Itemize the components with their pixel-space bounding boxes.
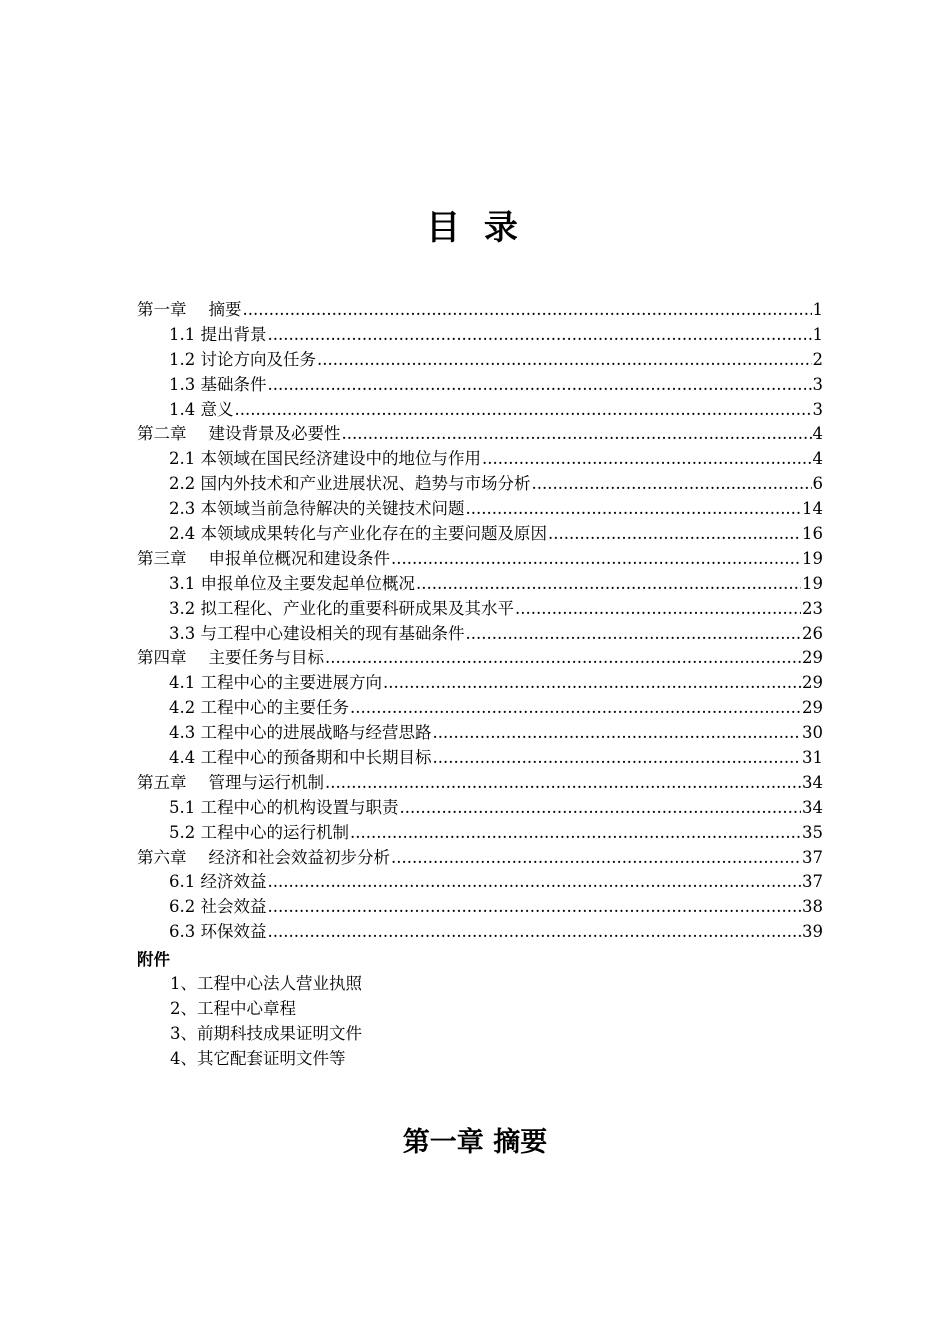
toc-section-entry[interactable] bbox=[137, 323, 823, 348]
toc-page-number: 35 bbox=[802, 822, 823, 842]
attachment-list bbox=[170, 971, 362, 1071]
toc-entry-title: 工程中心的进展战略与经营思路 bbox=[200, 723, 432, 743]
dot-leader bbox=[532, 472, 812, 497]
toc-page-number: 29 bbox=[802, 673, 823, 693]
toc-page-number: 37 bbox=[802, 872, 823, 892]
toc-page-number: 14 bbox=[802, 499, 823, 519]
toc-page-number: 30 bbox=[802, 723, 823, 743]
toc-chapter-entry[interactable] bbox=[137, 547, 823, 572]
toc-entry-title: 经济效益 bbox=[200, 872, 267, 892]
toc-section-entry[interactable] bbox=[137, 597, 823, 622]
dot-leader bbox=[391, 547, 801, 572]
toc-page-number: 31 bbox=[802, 748, 823, 768]
toc-page-number: 1 bbox=[812, 324, 823, 344]
toc-entry-title: 提出背景 bbox=[200, 324, 267, 344]
dot-leader bbox=[548, 522, 801, 547]
toc-entry-label: 1.3 bbox=[169, 374, 196, 394]
toc-entry-label: 2.2 bbox=[169, 474, 196, 494]
toc-section-entry[interactable] bbox=[137, 746, 823, 771]
toc-page-number: 4 bbox=[812, 424, 823, 444]
toc-entry-label: 4.2 bbox=[169, 698, 196, 718]
toc-section-entry[interactable] bbox=[137, 696, 823, 721]
toc-entry-label: 5.1 bbox=[169, 797, 196, 817]
dot-leader bbox=[482, 447, 812, 472]
dot-leader bbox=[268, 920, 802, 945]
toc-section-entry[interactable] bbox=[137, 870, 823, 895]
toc-entry-title: 环保效益 bbox=[200, 922, 267, 942]
toc-entry-title: 拟工程化、产业化的重要科研成果及其水平 bbox=[200, 598, 514, 618]
attachment-item: 1、工程中心法人营业执照 bbox=[170, 974, 362, 993]
toc-entry-label: 4.1 bbox=[169, 673, 196, 693]
dot-leader bbox=[350, 821, 801, 846]
toc-chapter-entry[interactable] bbox=[137, 646, 823, 671]
toc-page-number: 34 bbox=[802, 797, 823, 817]
toc-entry-title: 主要任务与目标 bbox=[208, 648, 324, 668]
toc-entry-label: 5.2 bbox=[169, 822, 196, 842]
toc-entry-title: 申报单位概况和建设条件 bbox=[208, 548, 390, 568]
toc-entry-label: 6.1 bbox=[169, 872, 196, 892]
toc-entry-label: 第五章 bbox=[137, 772, 187, 792]
toc-entry-title: 国内外技术和产业进展状况、趋势与市场分析 bbox=[200, 474, 531, 494]
toc-page-number: 26 bbox=[802, 623, 823, 643]
toc-page-number: 38 bbox=[802, 897, 823, 917]
toc-section-entry[interactable] bbox=[137, 920, 823, 945]
toc-page-number: 39 bbox=[802, 922, 823, 942]
attachment-item: 4、其它配套证明文件等 bbox=[170, 1049, 346, 1068]
toc-section-entry[interactable] bbox=[137, 497, 823, 522]
attachment-item: 3、前期科技成果证明文件 bbox=[170, 1024, 362, 1043]
toc-section-entry[interactable] bbox=[137, 472, 823, 497]
toc-entry-title: 建设背景及必要性 bbox=[208, 424, 341, 444]
toc-section-entry[interactable] bbox=[137, 522, 823, 547]
toc-entry-label: 2.4 bbox=[169, 524, 196, 544]
toc-chapter-entry[interactable] bbox=[137, 846, 823, 871]
toc-section-entry[interactable] bbox=[137, 622, 823, 647]
toc-entry-label: 1.1 bbox=[169, 324, 196, 344]
chapter-heading: 第一章 摘要 bbox=[402, 1127, 548, 1158]
toc-entry-title: 工程中心的主要进展方向 bbox=[200, 673, 382, 693]
toc-entry-title: 工程中心的主要任务 bbox=[200, 698, 349, 718]
toc-entry-label: 第一章 bbox=[137, 300, 187, 319]
toc-entry-title: 讨论方向及任务 bbox=[200, 349, 316, 369]
dot-leader bbox=[325, 646, 801, 671]
attachment-item: 2、工程中心章程 bbox=[170, 999, 296, 1018]
dot-leader bbox=[317, 348, 812, 373]
toc-section-entry[interactable] bbox=[137, 821, 823, 846]
toc-page-number: 23 bbox=[802, 598, 823, 618]
toc-entry-label: 6.3 bbox=[169, 922, 196, 942]
toc-entry-title: 意义 bbox=[200, 399, 234, 419]
toc-page-number: 1 bbox=[812, 300, 823, 319]
toc-entry-label: 4.4 bbox=[169, 748, 196, 768]
toc-entry-title: 工程中心的预备期和中长期目标 bbox=[200, 748, 432, 768]
toc-entry-label: 第四章 bbox=[137, 648, 187, 668]
toc-title: 目 录 bbox=[426, 208, 524, 248]
toc-entry-title: 工程中心的机构设置与职责 bbox=[200, 797, 399, 817]
toc-entry-title: 本领域当前急待解决的关键技术问题 bbox=[200, 499, 465, 519]
dot-leader bbox=[235, 398, 812, 423]
toc-section-entry[interactable] bbox=[137, 671, 823, 696]
dot-leader bbox=[433, 721, 802, 746]
toc-entry-label: 3.3 bbox=[169, 623, 196, 643]
toc-entry-title: 工程中心的运行机制 bbox=[200, 822, 349, 842]
toc-entry-title: 社会效益 bbox=[200, 897, 267, 917]
dot-leader bbox=[383, 671, 801, 696]
toc-entry-title: 经济和社会效益初步分析 bbox=[208, 847, 390, 867]
dot-leader bbox=[268, 895, 802, 920]
toc-entry-label: 第三章 bbox=[137, 548, 187, 568]
toc-entry-title: 本领域在国民经济建设中的地位与作用 bbox=[200, 449, 481, 469]
dot-leader bbox=[350, 696, 801, 721]
dot-leader bbox=[400, 796, 802, 821]
toc-page-number: 29 bbox=[802, 648, 823, 668]
toc-entry-label: 2.1 bbox=[169, 449, 196, 469]
toc-section-entry[interactable] bbox=[137, 895, 823, 920]
toc-page-number: 3 bbox=[812, 399, 823, 419]
toc-entry-title: 管理与运行机制 bbox=[208, 772, 324, 792]
dot-leader bbox=[268, 870, 802, 895]
toc-entry-label: 2.3 bbox=[169, 499, 196, 519]
appendix-title: 附件 bbox=[137, 950, 170, 969]
dot-leader bbox=[466, 497, 802, 522]
toc-entry-label: 3.2 bbox=[169, 598, 196, 618]
toc-page-number: 4 bbox=[812, 449, 823, 469]
toc-chapter-entry[interactable] bbox=[137, 422, 823, 447]
toc-page-number: 37 bbox=[802, 847, 823, 867]
toc-entry-label: 4.3 bbox=[169, 723, 196, 743]
dot-leader bbox=[466, 622, 802, 647]
dot-leader bbox=[391, 846, 801, 871]
toc-section-entry[interactable] bbox=[137, 373, 823, 398]
toc-page-number: 34 bbox=[802, 772, 823, 792]
toc-entry-title: 摘要 bbox=[208, 300, 242, 319]
toc-section-entry[interactable] bbox=[137, 572, 823, 597]
table-of-contents bbox=[137, 298, 823, 945]
toc-page-number: 29 bbox=[802, 698, 823, 718]
toc-entry-title: 基础条件 bbox=[200, 374, 267, 394]
toc-entry-label: 3.1 bbox=[169, 573, 196, 593]
toc-entry-title: 申报单位及主要发起单位概况 bbox=[200, 573, 415, 593]
dot-leader bbox=[268, 323, 812, 348]
toc-section-entry[interactable] bbox=[137, 348, 823, 373]
toc-entry-title: 本领域成果转化与产业化存在的主要问题及原因 bbox=[200, 524, 547, 544]
toc-page-number: 2 bbox=[812, 349, 823, 369]
toc-page-number: 19 bbox=[802, 548, 823, 568]
toc-page-number: 3 bbox=[812, 374, 823, 394]
dot-leader bbox=[515, 597, 801, 622]
toc-section-entry[interactable] bbox=[137, 796, 823, 821]
toc-section-entry[interactable] bbox=[137, 721, 823, 746]
toc-entry-label: 1.2 bbox=[169, 349, 196, 369]
toc-page-number: 16 bbox=[802, 524, 823, 544]
toc-section-entry[interactable] bbox=[137, 398, 823, 423]
dot-leader bbox=[433, 746, 802, 771]
toc-entry-label: 6.2 bbox=[169, 897, 196, 917]
toc-entry-title: 与工程中心建设相关的现有基础条件 bbox=[200, 623, 465, 643]
dot-leader bbox=[325, 771, 801, 796]
toc-chapter-entry[interactable] bbox=[137, 771, 823, 796]
toc-chapter-entry[interactable] bbox=[137, 298, 823, 323]
toc-entry-label: 第二章 bbox=[137, 424, 187, 444]
toc-page-number: 19 bbox=[802, 573, 823, 593]
toc-entry-label: 第六章 bbox=[137, 847, 187, 867]
dot-leader bbox=[416, 572, 801, 597]
dot-leader bbox=[342, 422, 812, 447]
dot-leader bbox=[243, 298, 812, 323]
toc-page-number: 6 bbox=[812, 474, 823, 494]
toc-section-entry[interactable] bbox=[137, 447, 823, 472]
toc-entry-label: 1.4 bbox=[169, 399, 196, 419]
dot-leader bbox=[268, 373, 812, 398]
